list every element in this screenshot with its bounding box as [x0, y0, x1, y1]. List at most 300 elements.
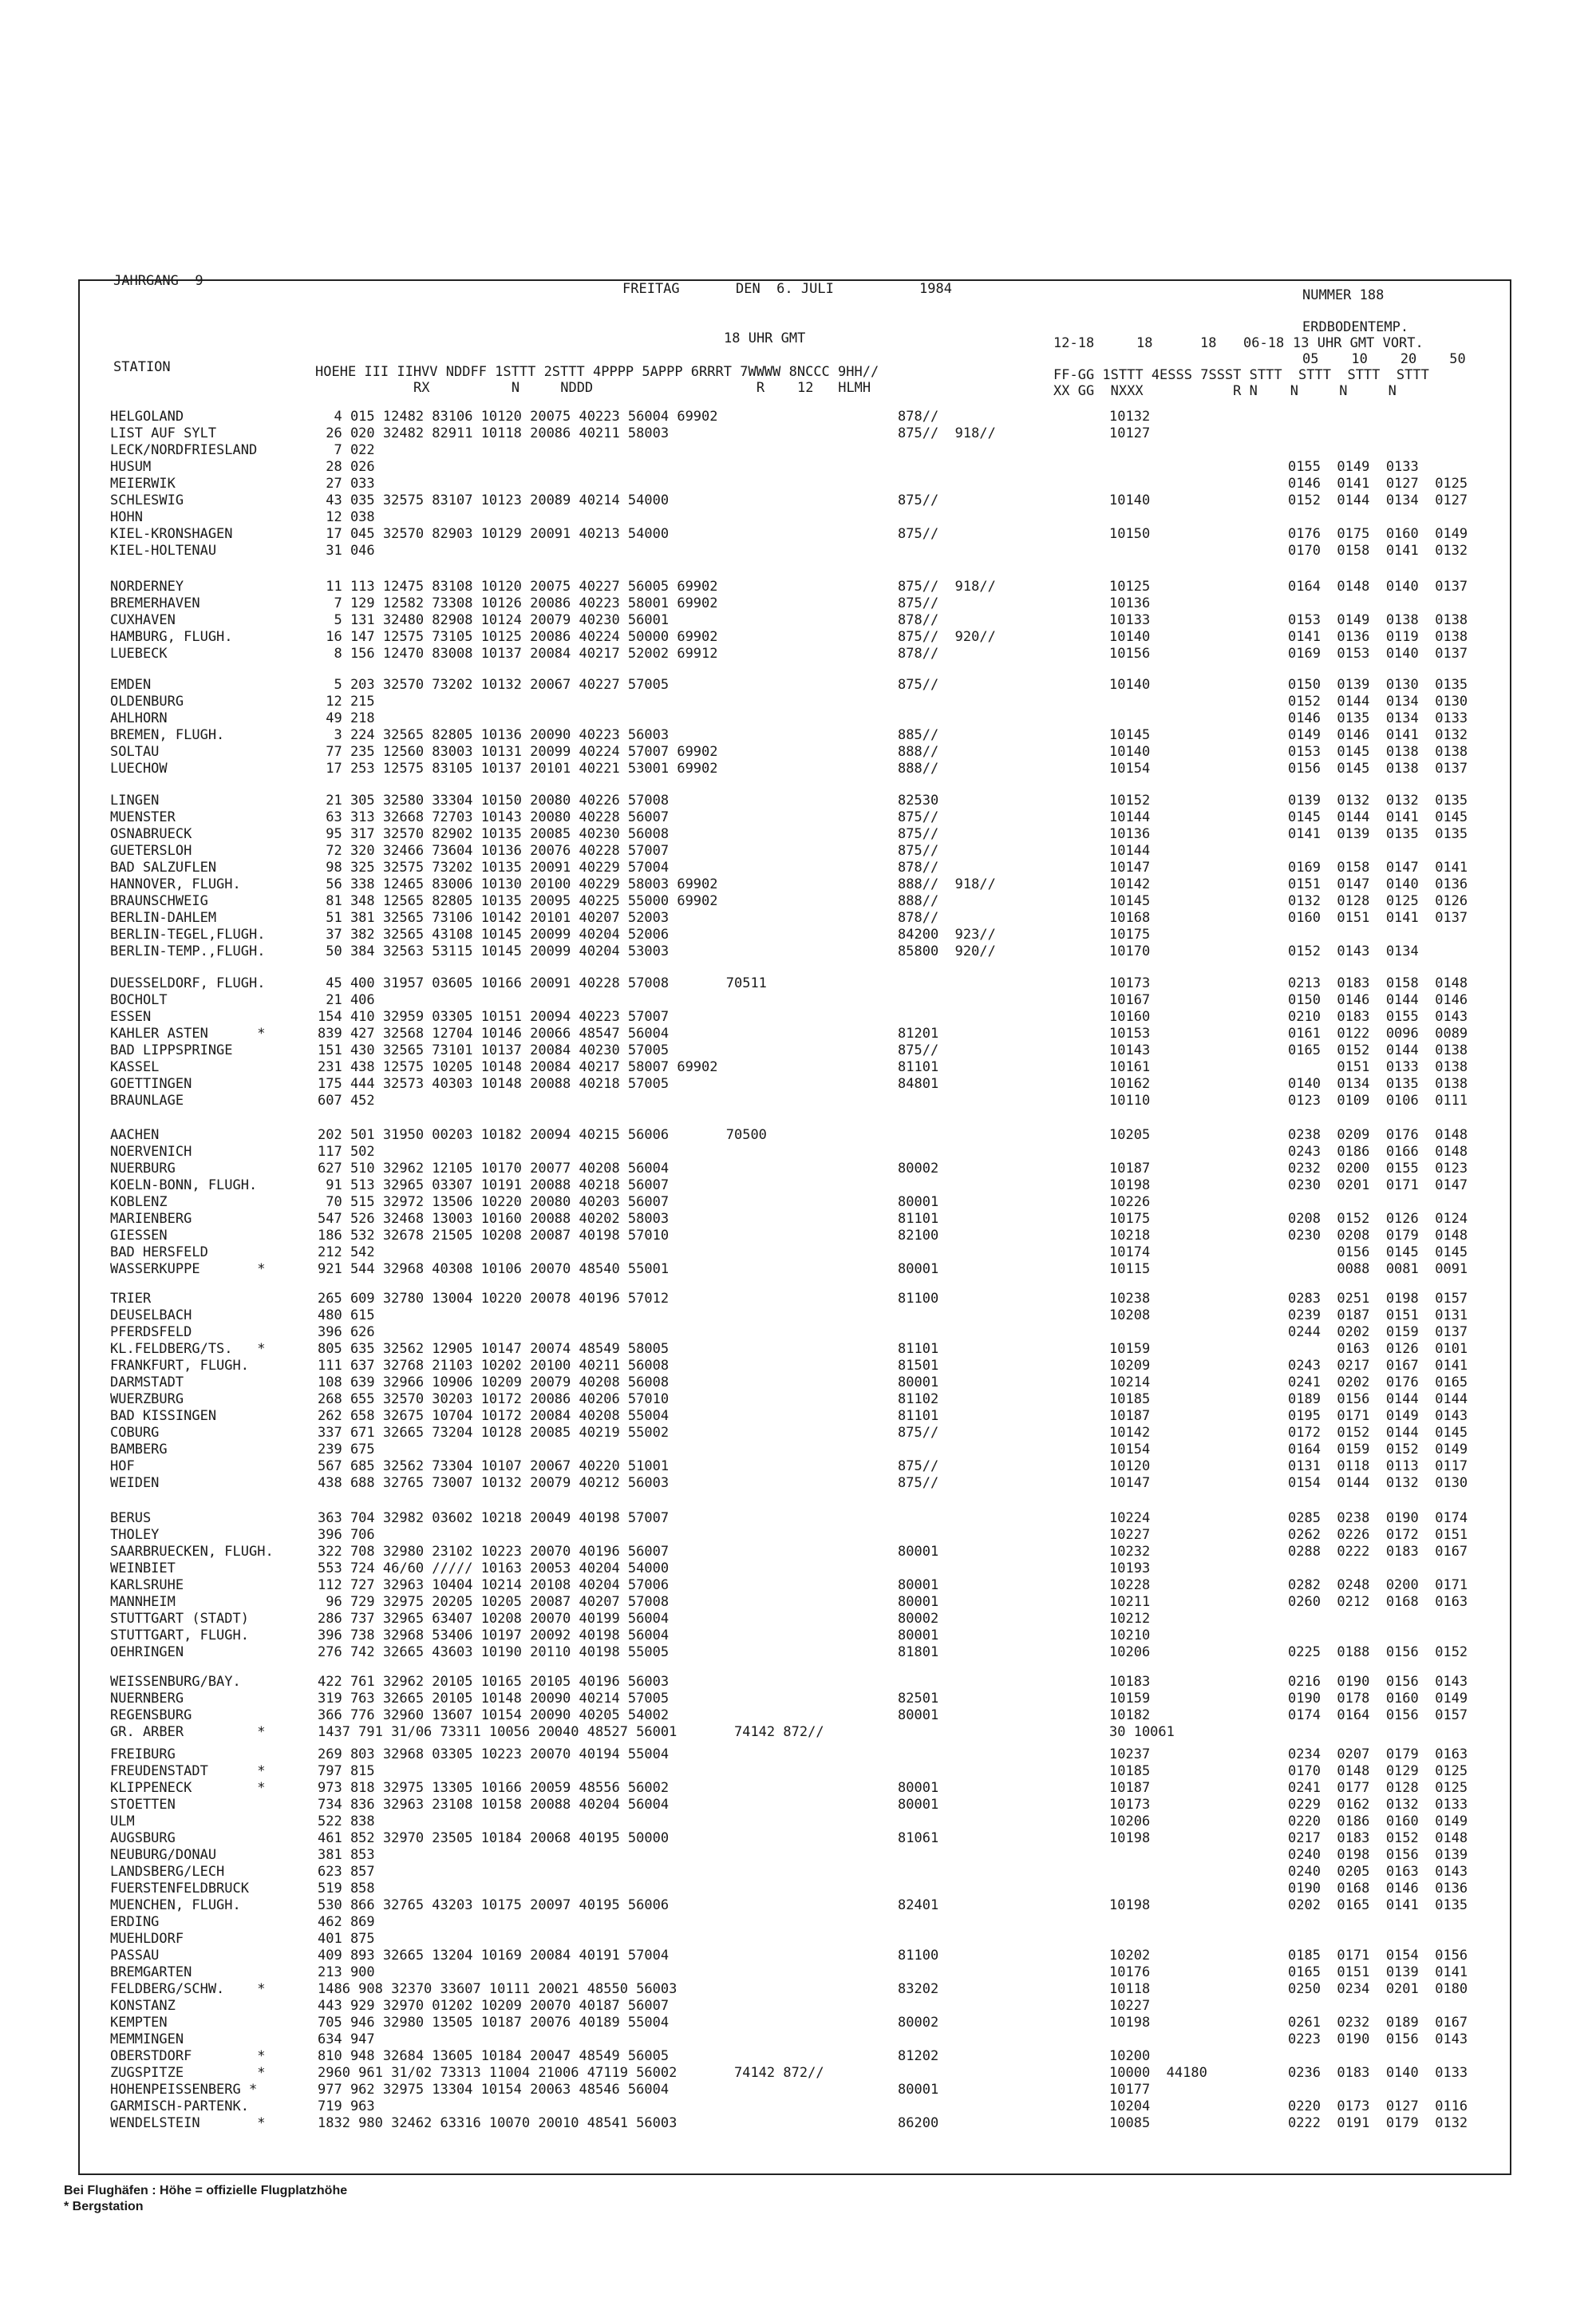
synop-data-cell: 43 035 32575 83107 10123 20089 40214 54000 — [318, 492, 670, 508]
ncc-cell: 80001 — [898, 2082, 939, 2098]
temp-cell: 10193 — [1109, 1560, 1151, 1576]
station-name-cell: MEMMINGEN — [110, 2031, 184, 2047]
synop-data-cell: 4 015 12482 83106 10120 20075 40223 56004 69902 — [318, 409, 718, 425]
weekday: FREITAG — [622, 281, 680, 297]
temp-column — [1109, 1127, 1150, 1278]
ncc-column — [898, 1746, 938, 2132]
station-name-cell: WASSERKUPPE * — [110, 1261, 266, 1277]
temp-cell — [1109, 1144, 1150, 1161]
ncc-cell — [898, 694, 938, 710]
station-name-cell: OBERSTDORF * — [110, 2048, 266, 2064]
synop-data-cell: 151 430 32565 73101 10137 20084 40230 57005 — [318, 1042, 670, 1058]
synop-data-cell: 239 675 — [318, 1442, 375, 1458]
station-name-cell: NUERNBERG — [110, 1691, 184, 1707]
temp-cell: 10154 — [1109, 1442, 1151, 1458]
soil-temp-cell — [1288, 425, 1468, 442]
ncc-cell: 888// 918// — [898, 876, 996, 892]
soil-temp-cell: 0153 0149 0138 0138 — [1288, 612, 1468, 628]
station-name-cell: NOERVENICH — [110, 1144, 192, 1160]
temp-cell: 10206 — [1109, 1813, 1151, 1829]
temp-cell: 10142 — [1109, 1425, 1151, 1441]
synop-data-cell: 627 510 32962 12105 10170 20077 40208 56004 — [318, 1161, 670, 1177]
synop-data-cell: 49 218 — [318, 710, 375, 726]
temp-cell — [1109, 543, 1150, 560]
synop-data-cell: 7 129 12582 73308 10126 20086 40223 58001 69902 — [318, 595, 718, 611]
soil-temp-cell: 0151 0147 0140 0136 — [1288, 876, 1468, 892]
ncc-column — [898, 409, 996, 560]
temp-cell: 10136 — [1109, 826, 1151, 842]
synop-data-column — [318, 409, 718, 560]
temp-cell: 10185 — [1109, 1391, 1151, 1407]
temp-cell — [1109, 1931, 1207, 1948]
soil-temp-column — [1288, 793, 1468, 960]
station-name-cell: WEIDEN — [110, 1475, 160, 1491]
soil-temp-cell — [1288, 509, 1468, 526]
soil-temp-cell: 0223 0190 0156 0143 — [1288, 2031, 1468, 2047]
ncc-cell: 875// 920// — [898, 629, 996, 645]
ncc-cell: 875// — [898, 826, 939, 842]
synop-data-cell: 973 818 32975 13305 10166 20059 48556 56002 — [318, 1780, 670, 1796]
soil-temp-cell: 0165 0151 0139 0141 — [1288, 1964, 1468, 1980]
jahrgang: JAHRGANG 9 — [113, 273, 203, 289]
station-name-cell: REGENSBURG — [110, 1707, 192, 1723]
ncc-cell: 888// — [898, 761, 939, 777]
soil-temp-cell: 0156 0145 0145 — [1288, 1244, 1468, 1260]
station-name-cell: FREIBURG — [110, 1746, 176, 1762]
temp-cell: 10198 — [1109, 1897, 1151, 1913]
temp-cell: 10173 — [1109, 1797, 1151, 1813]
ncc-cell: 875// — [898, 1042, 939, 1058]
soil-temp-cell: 0225 0188 0156 0152 — [1288, 1644, 1468, 1660]
synop-data-cell: 231 438 12575 10205 10148 20084 40217 58007 69902 — [318, 1059, 718, 1075]
station-name-cell: BREMEN, FLUGH. — [110, 727, 225, 743]
synop-data-cell: 396 626 — [318, 1324, 375, 1340]
soil-temp-cell — [1288, 1194, 1468, 1211]
soil-temp-cell: 0176 0175 0160 0149 — [1288, 526, 1468, 542]
station-name-cell: BOCHOLT — [110, 992, 168, 1008]
station-name-cell: BERLIN-TEGEL,FLUGH. — [110, 927, 266, 943]
station-name-cell: KONSTANZ — [110, 1998, 176, 2014]
station-name-cell: GIESSEN — [110, 1228, 168, 1244]
synop-data-cell: 45 400 31957 03605 10166 20091 40228 57008 70511 — [318, 975, 767, 991]
synop-data-cell: 212 542 — [318, 1244, 375, 1260]
ncc-cell: 81102 — [898, 1391, 939, 1407]
ncc-cell: 878// — [898, 860, 939, 876]
soil-temp-cell: 0151 0133 0138 — [1288, 1059, 1468, 1075]
temp-cell — [1109, 509, 1150, 526]
soil-temp-cell: 0195 0171 0149 0143 — [1288, 1408, 1468, 1424]
soil-temp-cell: 0243 0186 0166 0148 — [1288, 1144, 1468, 1160]
temp-cell: 10168 — [1109, 910, 1151, 926]
soil-temp-cell: 0220 0186 0160 0149 — [1288, 1813, 1468, 1829]
synop-data-cell: 28 026 — [318, 459, 375, 475]
soil-temp-cell: 0216 0190 0156 0143 — [1288, 1674, 1468, 1690]
soil-temp-cell: 0282 0248 0200 0171 — [1288, 1577, 1468, 1593]
soil-temp-cell: 0170 0158 0141 0132 — [1288, 543, 1468, 559]
station-name-cell: MUENSTER — [110, 809, 176, 825]
synop-data-cell: 72 320 32466 73604 10136 20076 40228 57007 — [318, 843, 670, 859]
synop-data-cell: 422 761 32962 20105 10165 20105 40196 56003 — [318, 1674, 670, 1690]
synop-data-cell: 98 325 32575 73202 10135 20091 40229 57004 — [318, 860, 670, 876]
soil-temp-cell — [1288, 2082, 1468, 2098]
temp-cell: 10145 — [1109, 893, 1151, 909]
ncc-cell: 875// — [898, 526, 939, 542]
soil-temp-cell: 0172 0152 0144 0145 — [1288, 1425, 1468, 1441]
station-name-cell: BREMGARTEN — [110, 1964, 192, 1980]
station-name-cell: NUERBURG — [110, 1161, 176, 1177]
soil-temp-cell — [1288, 1998, 1468, 2015]
ncc-cell: 80002 — [898, 1611, 939, 1627]
temp-cell: 10176 — [1109, 1964, 1151, 1980]
temp-cell: 10212 — [1109, 1611, 1151, 1627]
temp-cell: 10159 — [1109, 1691, 1151, 1707]
soil-temp-cell: 0250 0234 0201 0180 — [1288, 1981, 1468, 1997]
ncc-cell: 81801 — [898, 1644, 939, 1660]
ncc-column — [898, 793, 996, 960]
soil-temp-cell: 0240 0198 0156 0139 — [1288, 1847, 1468, 1863]
temp-cell: 10175 — [1109, 1211, 1151, 1227]
synop-data-column — [318, 1746, 824, 2132]
station-name-cell: GR. ARBER * — [110, 1724, 266, 1740]
soil-temp-cell: 0232 0200 0155 0123 — [1288, 1161, 1468, 1177]
station-name-cell: HOHN — [110, 509, 143, 525]
temp-cell: 10140 — [1109, 492, 1151, 508]
soil-temp-column — [1288, 579, 1468, 663]
station-name-cell: DARMSTADT — [110, 1374, 184, 1390]
ncc-cell — [898, 1931, 938, 1948]
temp-cell: 10142 — [1109, 876, 1151, 892]
soil-temp-cell — [1288, 843, 1468, 860]
station-name-cell: AACHEN — [110, 1127, 160, 1143]
ncc-cell — [898, 2031, 938, 2048]
soil-temp-cell: 0189 0156 0144 0144 — [1288, 1391, 1468, 1407]
temp-cell: 10150 — [1109, 526, 1151, 542]
soil-temp-cell: 0145 0144 0141 0145 — [1288, 809, 1468, 825]
temp-cell: 10175 — [1109, 927, 1151, 943]
soil-temp-cell: 0149 0146 0141 0132 — [1288, 727, 1468, 743]
soil-temp-cell: 0146 0141 0127 0125 — [1288, 476, 1468, 492]
ncc-column — [898, 579, 996, 663]
synop-data-cell: 530 866 32765 43203 10175 20097 40195 56006 — [318, 1897, 670, 1913]
station-name-cell: SOLTAU — [110, 744, 160, 760]
synop-data-cell: 396 738 32968 53406 10197 20092 40198 56004 — [318, 1628, 670, 1643]
ncc-cell — [898, 509, 996, 526]
soil-temp-cell: 0146 0135 0134 0133 — [1288, 710, 1468, 726]
ncc-cell — [898, 1847, 938, 1864]
temp-cell: 10125 — [1109, 579, 1151, 595]
ncc-cell — [898, 1813, 938, 1830]
soil-temp-cell: 0156 0145 0138 0137 — [1288, 761, 1468, 777]
temp-cell: 10147 — [1109, 860, 1151, 876]
station-name-cell: ULM — [110, 1813, 135, 1829]
station-name-cell: PASSAU — [110, 1948, 160, 1964]
station-name-cell: MEIERWIK — [110, 476, 176, 492]
ncc-cell: 875// — [898, 1425, 939, 1441]
soil-temp-cell: 0152 0143 0134 — [1288, 943, 1419, 959]
ncc-cell — [898, 1127, 938, 1144]
soil-temp-cell: 0153 0145 0138 0138 — [1288, 744, 1468, 760]
soil-temp-cell: 0213 0183 0158 0148 — [1288, 975, 1468, 991]
synop-data-cell: 401 875 — [318, 1931, 375, 1947]
ncc-cell — [898, 2098, 938, 2115]
soil-temp-cell: 0123 0109 0106 0111 — [1288, 1093, 1468, 1109]
soil-temp-cell: 0169 0153 0140 0137 — [1288, 646, 1468, 662]
period-06-18: 06-18 — [1243, 335, 1285, 351]
station-name-cell: PFERDSFELD — [110, 1324, 192, 1340]
station-name-cell: SAARBRUECKEN, FLUGH. — [110, 1544, 274, 1560]
ncc-cell: 888// — [898, 744, 939, 760]
soil-temp-cell: 0163 0126 0101 — [1288, 1341, 1468, 1357]
temp-cell — [1109, 1847, 1207, 1864]
synop-data-cell: 37 382 32565 43108 10145 20099 40204 52006 — [318, 927, 670, 943]
temp-cell: 10143 — [1109, 1042, 1151, 1058]
soil-temp-cell: 0208 0152 0126 0124 — [1288, 1211, 1468, 1227]
soil-temp-cell: 0140 0134 0135 0138 — [1288, 1076, 1468, 1092]
temp-cell: 10147 — [1109, 1475, 1151, 1491]
ncc-cell — [898, 1914, 938, 1931]
synop-data-cell: 16 147 12575 73105 10125 20086 40224 50000 69902 — [318, 629, 718, 645]
soil-temp-cell — [1288, 409, 1468, 425]
temp-cell: 10173 — [1109, 975, 1151, 991]
soil-temp-cell: 0238 0209 0176 0148 — [1288, 1127, 1468, 1143]
temp-cell: 10198 — [1109, 1177, 1151, 1193]
soil-temp-cell — [1288, 1611, 1468, 1628]
station-name-cell: DEUSELBACH — [110, 1307, 192, 1323]
synop-data-cell: 27 033 — [318, 476, 375, 492]
station-name-cell: KARLSRUHE — [110, 1577, 184, 1593]
ncc-cell: 82100 — [898, 1228, 939, 1244]
soil-temp-column — [1288, 1510, 1468, 1661]
temp-cell — [1109, 710, 1150, 727]
synop-data-cell: 461 852 32970 23505 10184 20068 40195 50000 — [318, 1830, 670, 1846]
temp-cell: 10187 — [1109, 1161, 1151, 1177]
temp-cell: 10226 — [1109, 1194, 1151, 1210]
synop-data-cell: 319 763 32665 20105 10148 20090 40214 57005 — [318, 1691, 670, 1707]
temp-column — [1109, 793, 1150, 960]
ncc-cell — [898, 1510, 938, 1527]
station-name-cell: MANNHEIM — [110, 1594, 176, 1610]
synop-data-cell: 81 348 12565 82805 10135 20095 40225 55000 69902 — [318, 893, 718, 909]
soil-temp-cell: 0210 0183 0155 0143 — [1288, 1009, 1468, 1025]
temp-cell: 10174 — [1109, 1244, 1151, 1260]
station-name-cell: BAD KISSINGEN — [110, 1408, 217, 1424]
soil-temp-cell: 0285 0238 0190 0174 — [1288, 1510, 1468, 1526]
soil-temp-column — [1288, 1746, 1468, 2132]
station-name-cell: FUERSTENFELDBRUCK — [110, 1881, 249, 1897]
soil-temp-cell — [1288, 927, 1468, 943]
soil-temp-cell: 0160 0151 0141 0137 — [1288, 910, 1468, 926]
ncc-cell: 81101 — [898, 1211, 939, 1227]
synop-data-cell: 366 776 32960 13607 10154 20090 40205 54002 — [318, 1707, 670, 1723]
soil-temp-cell: 0202 0165 0141 0135 — [1288, 1897, 1468, 1913]
ncc-cell: 80001 — [898, 1194, 939, 1210]
synop-data-cell: 409 893 32665 13204 10169 20084 40191 57004 — [318, 1948, 670, 1964]
station-name-cell: OLDENBURG — [110, 694, 184, 710]
synop-data-cell: 213 900 — [318, 1964, 375, 1980]
soil-temp-cell: 0164 0148 0140 0137 — [1288, 579, 1468, 595]
temp-cell — [1109, 1914, 1207, 1931]
soil-temp-cell: 0169 0158 0147 0141 — [1288, 860, 1468, 876]
synop-data-column — [318, 1127, 767, 1278]
temp-cell: 10211 — [1109, 1594, 1151, 1610]
soil-temp-cell: 0230 0208 0179 0148 — [1288, 1228, 1468, 1244]
station-name-cell: MARIENBERG — [110, 1211, 192, 1227]
synop-data-cell: 705 946 32980 13505 10187 20076 40189 55004 — [318, 2015, 670, 2031]
ncc-column — [898, 1510, 938, 1661]
ncc-cell: 888// — [898, 893, 939, 909]
synop-data-cell: 186 532 32678 21505 10208 20087 40198 57010 — [318, 1228, 670, 1244]
issue-number: NUMMER 188 — [1302, 287, 1385, 303]
temp-cell: 10132 — [1109, 409, 1151, 425]
temp-cell: 10208 — [1109, 1307, 1151, 1323]
synop-data-cell: 112 727 32963 10404 10214 20108 40204 57006 — [318, 1577, 670, 1593]
soil-temp-cell: 0241 0177 0128 0125 — [1288, 1780, 1468, 1796]
ncc-cell: 875// — [898, 492, 939, 508]
ncc-cell: 878// — [898, 646, 939, 662]
ncc-cell: 80001 — [898, 1261, 939, 1277]
soil-temp-column — [1288, 677, 1468, 777]
station-name-cell: STOETTEN — [110, 1797, 176, 1813]
temp-cell: 10210 — [1109, 1628, 1151, 1643]
soil-temp-cell — [1288, 2048, 1468, 2065]
station-name-cell: WENDELSTEIN * — [110, 2115, 266, 2131]
ncc-cell — [898, 1746, 938, 1763]
ncc-cell: 84801 — [898, 1076, 939, 1092]
ncc-cell — [898, 1674, 938, 1691]
temp-cell: 10238 — [1109, 1291, 1151, 1307]
temp-column — [1109, 579, 1150, 663]
synop-data-cell: 363 704 32982 03602 10218 20049 40198 57007 — [318, 1510, 670, 1526]
station-name-cell: OEHRINGEN — [110, 1644, 184, 1660]
station-name-cell: FREUDENSTADT * — [110, 1763, 266, 1779]
temp-cell — [1109, 476, 1150, 492]
station-name-cell: TRIER — [110, 1291, 152, 1307]
synop-data-cell: 91 513 32965 03307 10191 20088 40218 56007 — [318, 1177, 670, 1193]
temp-cell: 10218 — [1109, 1228, 1151, 1244]
station-name-cell: NEUBURG/DONAU — [110, 1847, 217, 1863]
synop-data-cell: 8 156 12470 83008 10137 20084 40217 52002 69912 — [318, 646, 718, 662]
ncc-cell: 80001 — [898, 1707, 939, 1723]
station-name-cell: WEINBIET — [110, 1560, 176, 1576]
synop-data-cell: 381 853 — [318, 1847, 375, 1863]
soil-temp-cell: 0240 0205 0163 0143 — [1288, 1864, 1468, 1880]
ncc-cell: 81100 — [898, 1291, 939, 1307]
ncc-cell: 81202 — [898, 2048, 939, 2064]
ncc-cell: 875// — [898, 843, 939, 859]
station-name-cell: LANDSBERG/LECH — [110, 1864, 225, 1880]
ncc-cell — [898, 1144, 938, 1161]
station-name-cell: HANNOVER, FLUGH. — [110, 876, 241, 892]
station-name-cell: KL.FELDBERG/TS. * — [110, 1341, 266, 1357]
synop-data-cell: 63 313 32668 72703 10143 20080 40228 56007 — [318, 809, 670, 825]
soil-temp-cell: 0152 0144 0134 0130 — [1288, 694, 1468, 710]
footnote-mountain-station: * Bergstation — [64, 2200, 144, 2213]
ncc-cell — [898, 459, 996, 476]
station-name-cell: FRANKFURT, FLUGH. — [110, 1358, 249, 1374]
ncc-cell: 82530 — [898, 793, 939, 809]
station-name-cell: SCHLESWIG — [110, 492, 184, 508]
soil-temp-cell: 0262 0226 0172 0151 — [1288, 1527, 1468, 1543]
ncc-cell: 80001 — [898, 1628, 939, 1643]
temp-cell — [1109, 459, 1150, 476]
soil-temp-cell: 0150 0139 0130 0135 — [1288, 677, 1468, 693]
station-name-cell: ESSEN — [110, 1009, 152, 1025]
temp-cell: 10228 — [1109, 1577, 1151, 1593]
station-name-cell: BERLIN-TEMP.,FLUGH. — [110, 943, 266, 959]
station-name-cell: BRAUNLAGE — [110, 1093, 184, 1109]
temp-cell — [1109, 1881, 1207, 1897]
station-heading: STATION — [113, 359, 171, 375]
soil-temp-cell: 0141 0136 0119 0138 — [1288, 629, 1468, 645]
temp-cell: 10144 — [1109, 843, 1151, 859]
ncc-cell: 82401 — [898, 1897, 939, 1913]
ncc-column — [898, 1127, 938, 1278]
synop-data-cell: 12 215 — [318, 694, 375, 710]
temp-cell: 10127 — [1109, 425, 1151, 441]
synop-data-cell: 268 655 32570 30203 10172 20086 40206 57010 — [318, 1391, 670, 1407]
period-12-18: 12-18 — [1053, 335, 1095, 351]
station-name-cell: BRAUNSCHWEIG — [110, 893, 208, 909]
temp-cell: 10167 — [1109, 992, 1151, 1008]
temp-cell: 10182 — [1109, 1707, 1151, 1723]
synop-data-cell: 56 338 12465 83006 10130 20100 40229 58003 69902 — [318, 876, 718, 892]
soil-temp-cell: 0288 0222 0183 0167 — [1288, 1544, 1468, 1560]
code-heading-3: FF-GG 1STTT 4ESSS 7SSST STTT STTT STTT STTT — [1053, 367, 1429, 383]
temp-cell: 10200 — [1109, 2048, 1151, 2064]
soil-temp-heading: ERDBODENTEMP. — [1302, 319, 1409, 335]
temp-cell — [1109, 1864, 1207, 1881]
temp-cell: 10136 — [1109, 595, 1151, 611]
synop-data-cell: 1437 791 31/06 73311 10056 20040 48527 56001 74142 872// — [318, 1724, 824, 1740]
temp-cell: 10110 — [1109, 1093, 1151, 1109]
temp-column — [1109, 1674, 1175, 1741]
soil-depths: 05 10 20 50 — [1302, 351, 1466, 367]
station-name-cell: AUGSBURG — [110, 1830, 176, 1846]
station-name-cell: CUXHAVEN — [110, 612, 176, 628]
code-heading-4: XX GG NXXX R N N N N — [1053, 383, 1396, 399]
synop-data-cell: 51 381 32565 73106 10142 20101 40207 52003 — [318, 910, 670, 926]
ncc-cell: 80001 — [898, 1374, 939, 1390]
station-name-cell: KLIPPENECK * — [110, 1780, 266, 1796]
station-name-cell: GUETERSLOH — [110, 843, 192, 859]
synop-data-column — [318, 677, 718, 777]
station-name-cell: EMDEN — [110, 677, 152, 693]
soil-temp-cell: 0165 0152 0144 0138 — [1288, 1042, 1468, 1058]
station-name-cell: MUEHLDORF — [110, 1931, 184, 1947]
ncc-cell — [898, 975, 938, 992]
synop-data-column — [318, 975, 767, 1109]
synop-data-cell: 634 947 — [318, 2031, 375, 2047]
ncc-cell: 80001 — [898, 1544, 939, 1560]
soil-temp-cell — [1288, 442, 1468, 459]
ncc-cell — [898, 1244, 938, 1261]
soil-temp-column — [1288, 1291, 1468, 1492]
station-name-cell: HOHENPEISSENBERG * — [110, 2082, 258, 2098]
ncc-cell: 875// 918// — [898, 579, 996, 595]
soil-temp-cell: 0239 0187 0151 0131 — [1288, 1307, 1468, 1323]
temp-cell: 10237 — [1109, 1746, 1151, 1762]
ncc-column — [898, 1674, 938, 1741]
temp-cell: 10187 — [1109, 1408, 1151, 1424]
synop-data-cell: 438 688 32765 73007 10132 20079 40212 56003 — [318, 1475, 670, 1491]
ncc-cell: 82501 — [898, 1691, 939, 1707]
soil-temp-cell: 0154 0144 0132 0130 — [1288, 1475, 1468, 1491]
station-name-cell: BAMBERG — [110, 1442, 168, 1458]
temp-cell: 10232 — [1109, 1544, 1151, 1560]
ncc-cell — [898, 476, 996, 492]
station-name-cell: OSNABRUECK — [110, 826, 192, 842]
ncc-column — [898, 975, 938, 1109]
